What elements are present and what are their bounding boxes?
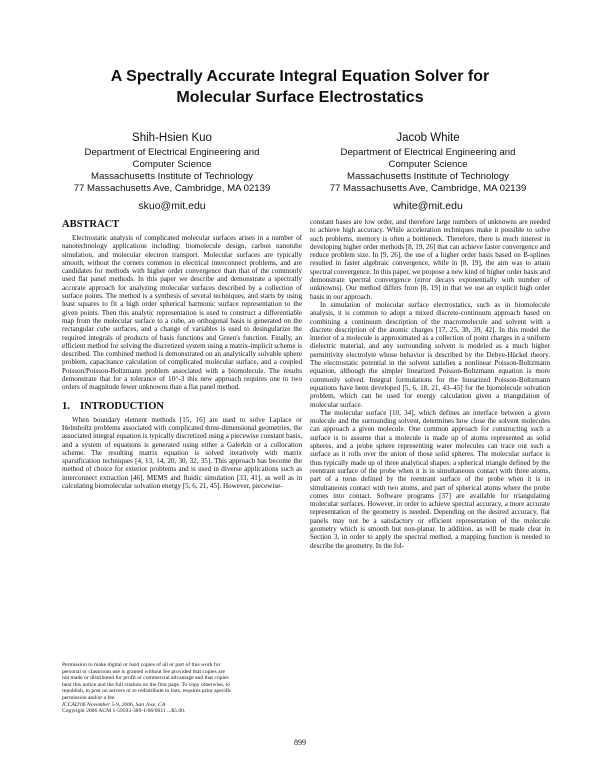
paper-title [60, 66, 540, 108]
author-department-2: Computer Science [388, 159, 468, 170]
author-address: 77 Massachusetts Ave, Cambridge, MA 02139 [329, 183, 527, 194]
footnote-line: permission and/or a fee. [62, 694, 116, 701]
author-institution: Massachusetts Institute of Technology [347, 171, 509, 182]
introduction-text: When boundary element methods [15, 16] are used to solve Laplace or Helmholtz problems associated with complicated three-dimensional geometries, the associated integral equation is typically discretized using a piecewise constant basis, and a system of equations is generated using either a Galerkin or a collocation scheme. The resulting matrix equation is solved iteratively with matrix sparsification techniques [4, 13, 14, 20, 30, 32, 35]. This approach has become the method of choice for exterior problems and is used in diverse applications such as interconnect extraction [46], MEMS and fluidic simulation [33, 41], as well as in calculating biomolecular solvation energy [5, 6, 21, 45]. However, piecewise- [62, 415, 302, 491]
body-paragraph: constant bases are low order, and therefore large numbers of unknowns are needed to achieve high accuracy. While acceleration techniques make it possible to solve such problems, memory is often a bottleneck. Therefore, there is much interest in developing higher order methods [8, 19, 26] that can achieve faster convergence and reduce problem size. In [9, 26], the use of a higher order basis based on B-splines resulted in faster algebraic convergence, while in [8, 19], the aim was to attain spectral convergence. In this paper, we propose a new kind of higher order basis and demonstrate spectral convergence (error decays exponentially with number of unknowns). Our method differs from [8, 19] in that we use an explicit high order basis in our approach. [310, 218, 550, 301]
author-email: skuo@mit.edu [138, 200, 206, 212]
introduction-heading [62, 400, 302, 413]
author-email: white@mit.edu [393, 200, 463, 212]
footnote-line: not made or distributed for profit or commercial advantage and that copies [62, 675, 229, 682]
footnote-conference: ICCAD'06 November 5-9, 2006, San Jose, CA [62, 701, 166, 708]
author-block-1 [27, 131, 317, 213]
author-department: Department of Electrical Engineering and [84, 147, 260, 158]
abstract-text: Electrostatic analysis of complicated molecular surfaces arises in a number of nanotechnology applications including: biomolecule design, carbon nanotube simulation, and molecular electron transport. Molecular surfaces are typically smooth, without the corners common in electrical interconnect problems, and are candidates for methods with higher order convergence than that of the commonly used flat panel methods. In this paper we describe and demonstrate a spectrally accurate approach for analyzing molecular surfaces described by a collection of surface points. The method is a synthesis of several techniques, and starts by using least squares to fit a high order spherical harmonic surface representation to the given points. Then this analytic representation is used to construct a differentiable map from the molecular surface to a cube, an orthogonal basis is generated on the rectangular cube surfaces, and a change of variables is used to desingularize the required integrals of products of basis functions and Green's function. Finally, an efficient method for solving the discretized system using a matrix-implicit scheme is described. The combined method is demonstrated on an analytically solvable sphere problem, capacitance calculation of complicated molecular surface, and a coupled Poisson/Poisson-Boltzmann problem associated with a biomolecule. The results demonstrate that for a tolerance of 10^-3 this new approach requires one to two orders of magnitude fewer unknowns than a flat panel method. [62, 234, 303, 392]
author-name: Shih-Hsien Kuo [132, 132, 212, 144]
author-address: 77 Massachusetts Ave, Cambridge, MA 02139 [73, 183, 271, 194]
author-department: Department of Electrical Engineering and [340, 147, 516, 158]
author-block-2 [283, 131, 573, 213]
footnote-line: Permission to make digital or hard copies of all or part of this work for [62, 662, 221, 668]
author-name: Jacob White [396, 132, 460, 144]
abstract-heading: ABSTRACT [62, 219, 120, 230]
page-number: 899 [294, 738, 306, 747]
section-title: INTRODUCTION [80, 400, 165, 412]
body-paragraph: In simulation of molecular surface electrostatics, such as in biomolecule analysis, it is common to adopt a mixed discrete-continuum approach based on combining a continuum description of the macromolecule and solvent with a discrete description of the atomic charges [17, 25, 38, 39, 42]. In this model the interior of a molecule is approximated as a collection of point charges in a uniform dielectric material, and any surrounding solvent is modeled as a much higher permittivity electrolyte whose behavior is described by the Debye-Hückel theory. The electrostatic potential in the solvent satisfies a nonlinear Poisson-Boltzmann equation, although the simpler linearized Poisson-Boltzmann equation is more commonly solved. Integral formulations for the linearized Poisson-Boltzmann equations have been developed [5, 6, 18, 21, 43–45] for the biomolecule solvation problem, which can be used for energy calculation given a triangulation of molecular surface. [310, 300, 550, 409]
left-column [62, 218, 302, 490]
body-paragraph: The molecular surface [10, 34], which defines an interface between a given molecule and the surrounding solvent, determines how close the solvent molecules can approach a given molecule. One common approach for constructing such a surface is to assume that a molecule is made up of atoms represented as solid spheres, and a probe sphere representing water molecules can trace out such a surface as it rolls over the union of those solid spheres. The molecular surface is thus typically made up of three analytical shapes: a spherical triangle defined by the reentrant surface of the probe when it is in simultaneous contact with three atoms, part of a torus defined by the reentrant surface of the probe when it is in simultaneous contact with two atoms, and part of spherical atoms where the probe comes into contact. Software programs [37] are available for triangulating molecular surfaces. However, in order to achieve spectral accuracy, a more accurate representation of the geometry is needed. Depending on the desired accuracy, flat panels may not be a satisfactory or efficient representation of the molecule geometry which is smooth but non-planar. In addition, as will be made clear in Section 3, in order to apply the spectral method, a mapping function is needed to describe the geometry. In the fol- [310, 408, 550, 550]
section-number: 1. [62, 400, 70, 412]
author-department-2: Computer Science [132, 159, 212, 170]
author-institution: Massachusetts Institute of Technology [91, 171, 253, 182]
title-line-2: Molecular Surface Electrostatics [176, 89, 424, 106]
footnote-line: bear this notice and the full citation on the first page. To copy otherwise, to [62, 681, 230, 688]
footnote-line: personal or classroom use is granted without fee provided that copies are [62, 668, 225, 675]
copyright-footnote [62, 662, 302, 715]
footnote-line: republish, to post on servers or to redistribute to lists, requires prior specific [62, 688, 232, 695]
right-column [310, 218, 550, 550]
title-line-1: A Spectrally Accurate Integral Equation Solver for [110, 68, 490, 85]
footnote-copyright: Copyright 2006 ACM 1-59593-389-1/06/0011 ...$5.00. [62, 708, 186, 715]
